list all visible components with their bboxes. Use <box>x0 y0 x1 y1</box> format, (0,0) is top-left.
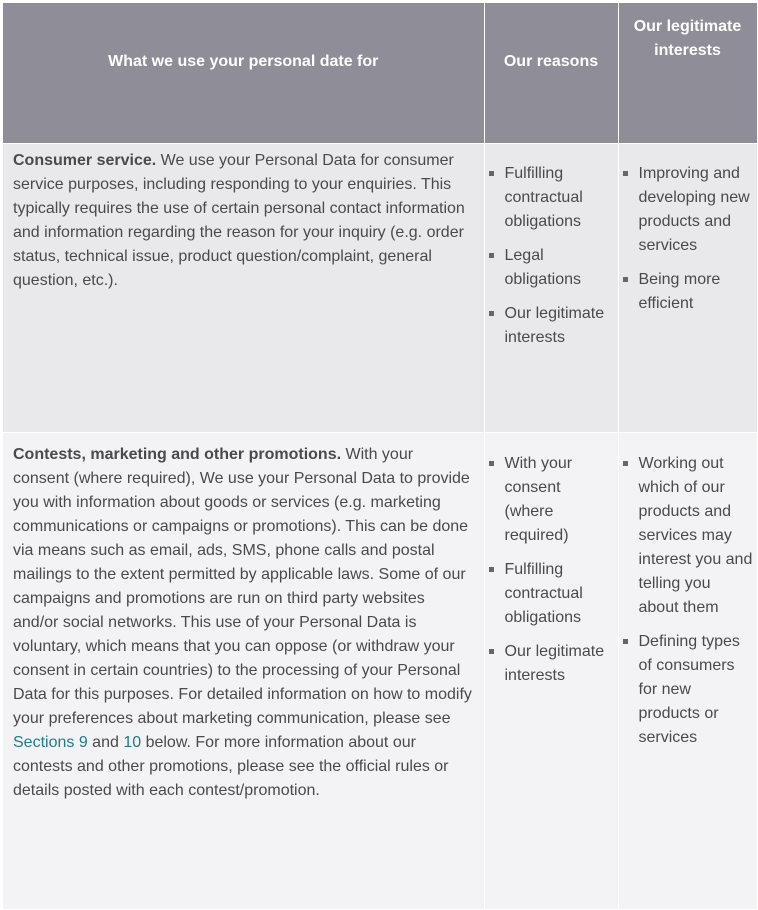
privacy-table <box>3 3 758 910</box>
header-legitimate-interests-label: Our legitimate interests <box>633 18 742 59</box>
reasons-list <box>489 452 614 688</box>
square-bullet-icon <box>489 649 494 654</box>
square-bullet-icon <box>489 567 494 572</box>
square-bullet-icon <box>623 461 628 466</box>
purpose-cell <box>3 433 484 910</box>
purpose-text: We use your Personal Data for consumer service purposes, including responding to your enquiries. This typically requires the use of certain personal contact information and information regarding the reason for your inquiry (e.g. order status, technical issue, product question/complaint, general question, etc.). <box>13 152 465 289</box>
purpose-text-continued: below. For more information about our contests and other promotions, please see the official rules or details posted with each contest/promotion. <box>13 734 449 799</box>
header-reasons: Our reasons <box>484 3 618 144</box>
reasons-cell <box>484 144 618 433</box>
list-item: Being more efficient <box>623 268 753 316</box>
purpose-text: With your consent (where required), We use your Personal Data to provide you with information about goods or services (e.g. marketing communications or campaigns or promotions). This can be done via means such as email, ads, SMS, phone calls and postal mailings to the extent permitted by applicable laws. Some of our campaigns and promotions are run on third party websites and/or social networks. This use of your Personal Data is voluntary, which means that you can oppose (or withdraw your consent in certain countries) to the processing of your Personal Data for this purposes. For detailed information on how to modify your preferences about marketing communication, please see <box>13 446 472 727</box>
section-10-link[interactable]: 10 <box>123 734 142 751</box>
list-item: Fulfilling contractual obligations <box>489 558 614 630</box>
square-bullet-icon <box>489 171 494 176</box>
interests-list <box>623 452 753 750</box>
square-bullet-icon <box>489 253 494 258</box>
list-item: Improving and developing new products and services <box>623 162 753 258</box>
interests-cell <box>618 433 757 910</box>
table-header-row <box>3 3 757 144</box>
interests-list <box>623 162 753 316</box>
square-bullet-icon <box>623 639 628 644</box>
sections-9-link[interactable]: Sections 9 <box>13 734 88 751</box>
interests-cell <box>618 144 757 433</box>
list-item: Our legitimate interests <box>489 640 614 688</box>
purpose-title: Contests, marketing and other promotions. <box>13 446 342 463</box>
list-item: Working out which of our products and services may interest you and telling you about them <box>623 452 753 620</box>
list-item: Legal obligations <box>489 244 614 292</box>
reasons-list <box>489 162 614 350</box>
square-bullet-icon <box>489 461 494 466</box>
square-bullet-icon <box>489 311 494 316</box>
list-item: With your consent (where required) <box>489 452 614 548</box>
purpose-title: Consumer service. <box>13 152 157 169</box>
table-row <box>3 433 757 910</box>
purpose-cell <box>3 144 484 433</box>
and-text: and <box>92 734 119 751</box>
header-purpose: What we use your personal date for <box>3 3 484 144</box>
square-bullet-icon <box>623 171 628 176</box>
list-item: Defining types of consumers for new products or services <box>623 630 753 750</box>
list-item: Our legitimate interests <box>489 302 614 350</box>
square-bullet-icon <box>623 277 628 282</box>
reasons-cell <box>484 433 618 910</box>
table-row <box>3 144 757 433</box>
header-legitimate-interests <box>618 3 757 144</box>
list-item: Fulfilling contractual obligations <box>489 162 614 234</box>
privacy-table-container <box>3 3 757 910</box>
